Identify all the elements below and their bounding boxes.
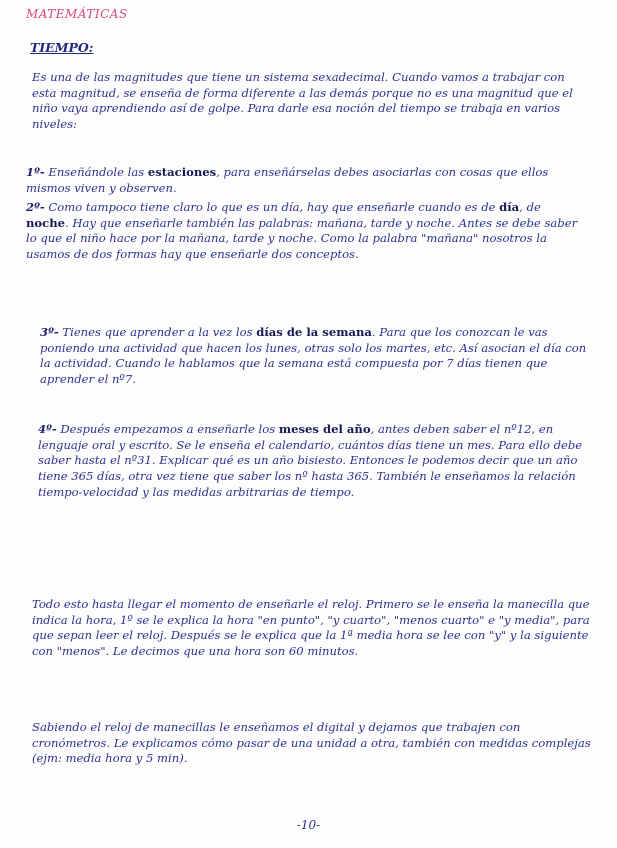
item-text: , antes deben saber el nº12, en lenguaje oral y escrito. Se le enseña el calendario, cuántos días tiene un mes. Para ello debe saber hasta el nº31. Explicar qué es un año bisiesto. Entonces le podemos decir que un año tiene 365 días, otra vez tiene que saber los nº hasta 365. También le enseñamos la relación tiempo-velocidad y las medidas arbitrarias de tiempo. [38, 422, 583, 499]
item-text: Como tampoco tiene claro lo que es un día, hay que enseñarle cuando es de [48, 200, 500, 214]
list-item-3 [40, 325, 600, 388]
item-number: 3º- [40, 325, 59, 339]
item-text: , de [519, 200, 541, 214]
item-text: Tienes que aprender a la vez los [62, 325, 257, 339]
highlight-term: estaciones [147, 165, 217, 179]
item-text: Después empezamos a enseñarle los [60, 422, 279, 436]
list-item-4 [38, 422, 598, 501]
item-number: 4º- [38, 422, 57, 436]
intro-paragraph: Es una de las magnitudes que tiene un sistema sexadecimal. Cuando vamos a trabajar con esta magnitud, se enseña de forma diferente a las demás porque no es una magnitud que el niño vaya aprendiendo así de golpe. Para darle esa noción del tiempo se trabaja en varios niveles: [32, 70, 573, 132]
item-number: 1º- [26, 165, 45, 179]
highlight-term: días de la semana [256, 325, 372, 339]
highlight-term: meses del año [278, 422, 371, 436]
subject-header: MATEMÁTICAS [26, 7, 128, 21]
list-item-2 [26, 200, 586, 263]
item-text: Enseñándole las [48, 165, 148, 179]
item-text: . Hay que enseñarle también las palabras: mañana, tarde y noche. Antes se debe saber lo que el niño hace por la mañana, tarde y noche. Como la palabra "mañana" nosotros la usamos de dos formas hay que enseñarle dos conceptos. [26, 215, 578, 262]
list-item-1 [26, 165, 586, 196]
item-text: . Para que los conozcan le vas poniendo una actividad que hacen los lunes, otras solo los martes, etc. Así asocian el día con la actividad. Cuando le hablamos que la semana está compuesta por 7 días tienen que aprender el nº7. [40, 325, 587, 387]
clock-paragraph: Todo esto hasta llegar el momento de enseñarle el reloj. Primero se le enseña la manecilla que indica la hora, 1º se le explica la hora "en punto", "y cuarto", "menos cuarto" e "y media", para que sepan leer el reloj. Después se le explica que la 1ª media hora se lee con "y" y la siguiente con "menos". Le decimos que una hora son 60 minutos. [32, 597, 590, 659]
highlight-term: noche [26, 215, 66, 230]
digital-paragraph: Sabiendo el reloj de manecillas le enseñamos el digital y dejamos que trabajen con cronómetros. Le explicamos cómo pasar de una unidad a otra, también con medidas complejas (ejm: media hora y 5 min). [32, 720, 591, 766]
item-number: 2º- [26, 200, 45, 214]
section-title: TIEMPO: [30, 40, 94, 55]
item-text: , para enseñárselas debes asociarlas con cosas que ellos mismos viven y observen. [26, 165, 549, 195]
highlight-term: día [499, 200, 520, 214]
page-number: -10- [296, 818, 321, 832]
